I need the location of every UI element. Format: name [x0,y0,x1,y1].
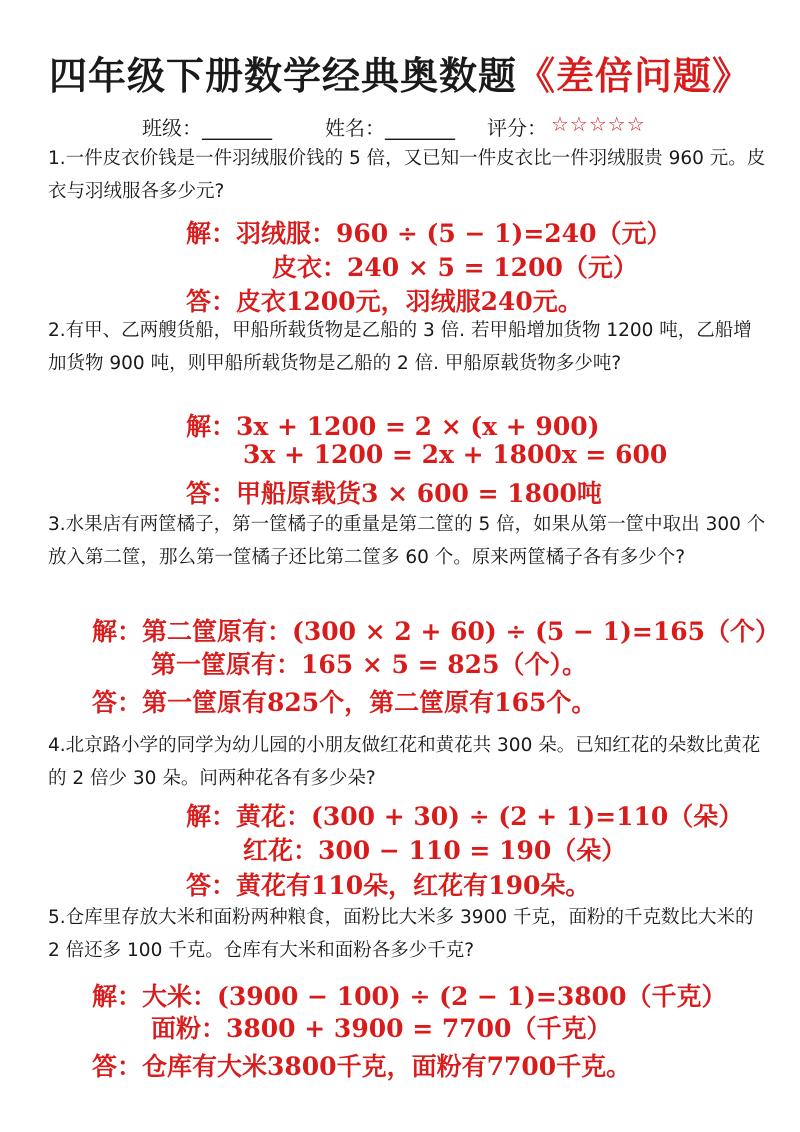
name-field[interactable]: 姓名：_______ [325,116,455,140]
problem-1-answer: 答：皮衣1200元，羽绒服240元。 [186,287,583,316]
problem-3-question: 3.水果店有两筐橘子，第一筐橘子的重量是第二筐的 5 倍，如果从第一筐中取出 300 个放入第二筐，那么第一筐橘子还比第二筐多 60 个。原来两筐橘子各有多少个? [48,514,766,568]
problem-2-answer: 答：甲船原载货3 × 600 = 1800吨 [186,479,602,508]
problem-1-solution-line-2: 皮衣：240 × 5 = 1200（元） [272,253,638,282]
problem-4-solution-line-1: 解：黄花：(300 + 30) ÷ (2 + 1)=110（朵） [186,802,744,831]
problem-3-answer: 答：第一筐原有825个，第二筐原有165个。 [92,688,597,717]
problem-3-solution-line-2: 第一筐原有：165 × 5 = 825（个）。 [151,650,587,679]
title-main: 四年级下册数学经典奥数题 [48,54,517,98]
problem-4-question: 4.北京路小学的同学为幼儿园的小朋友做红花和黄花共 300 朵。已知红花的朵数比黄花的 2 倍少 30 朵。问两种花各有多少朵? [48,735,761,789]
problem-2-solution-line-1: 解：3x + 1200 = 2 × (x + 900) [186,412,600,441]
problem-4-answer: 答：黄花有110朵，红花有190朵。 [186,871,591,900]
problem-3-solution-line-1: 解：第二筐原有：(300 × 2 + 60) ÷ (5 − 1)=165（个） [92,617,781,646]
problem-5-question: 5.仓库里存放大米和面粉两种粮食，面粉比大米多 3900 千克，面粉的千克数比大米的 2 倍还多 100 千克。仓库有大米和面粉各多少千克? [48,907,754,961]
problem-5-solution-line-2: 面粉：3800 + 3900 = 7700（千克） [151,1014,612,1043]
title-topic: 《差倍问题》 [517,54,752,98]
problem-5-solution-line-1: 解：大米：(3900 − 100) ÷ (2 − 1)=3800（千克） [92,982,727,1011]
problem-1-question: 1.一件皮衣价钱是一件羽绒服价钱的 5 倍，又已知一件皮衣比一件羽绒服贵 960 元。皮衣与羽绒服各多少元? [48,148,766,202]
problem-4-solution-line-2: 红花：300 − 110 = 190（朵） [243,836,627,865]
problem-1-solution-line-1: 解：羽绒服：960 ÷ (5 − 1)=240（元） [186,219,672,248]
worksheet-title [0,45,800,100]
problem-5-answer: 答：仓库有大米3800千克，面粉有7700千克。 [92,1052,632,1081]
score-stars[interactable]: ☆☆☆☆☆ [551,112,646,136]
problem-2-question: 2.有甲、乙两艘货船，甲船所载货物是乙船的 3 倍. 若甲船增加货物 1200 吨，乙船增加货物 900 吨，则甲船所载货物是乙船的 2 倍. 甲船原载货物多少吨? [48,320,752,374]
problem-2-solution-line-2: 3x + 1200 = 2x + 1800x = 600 [243,440,668,469]
score-label: 评分： [487,116,547,140]
class-field[interactable]: 班级：_______ [142,116,272,140]
